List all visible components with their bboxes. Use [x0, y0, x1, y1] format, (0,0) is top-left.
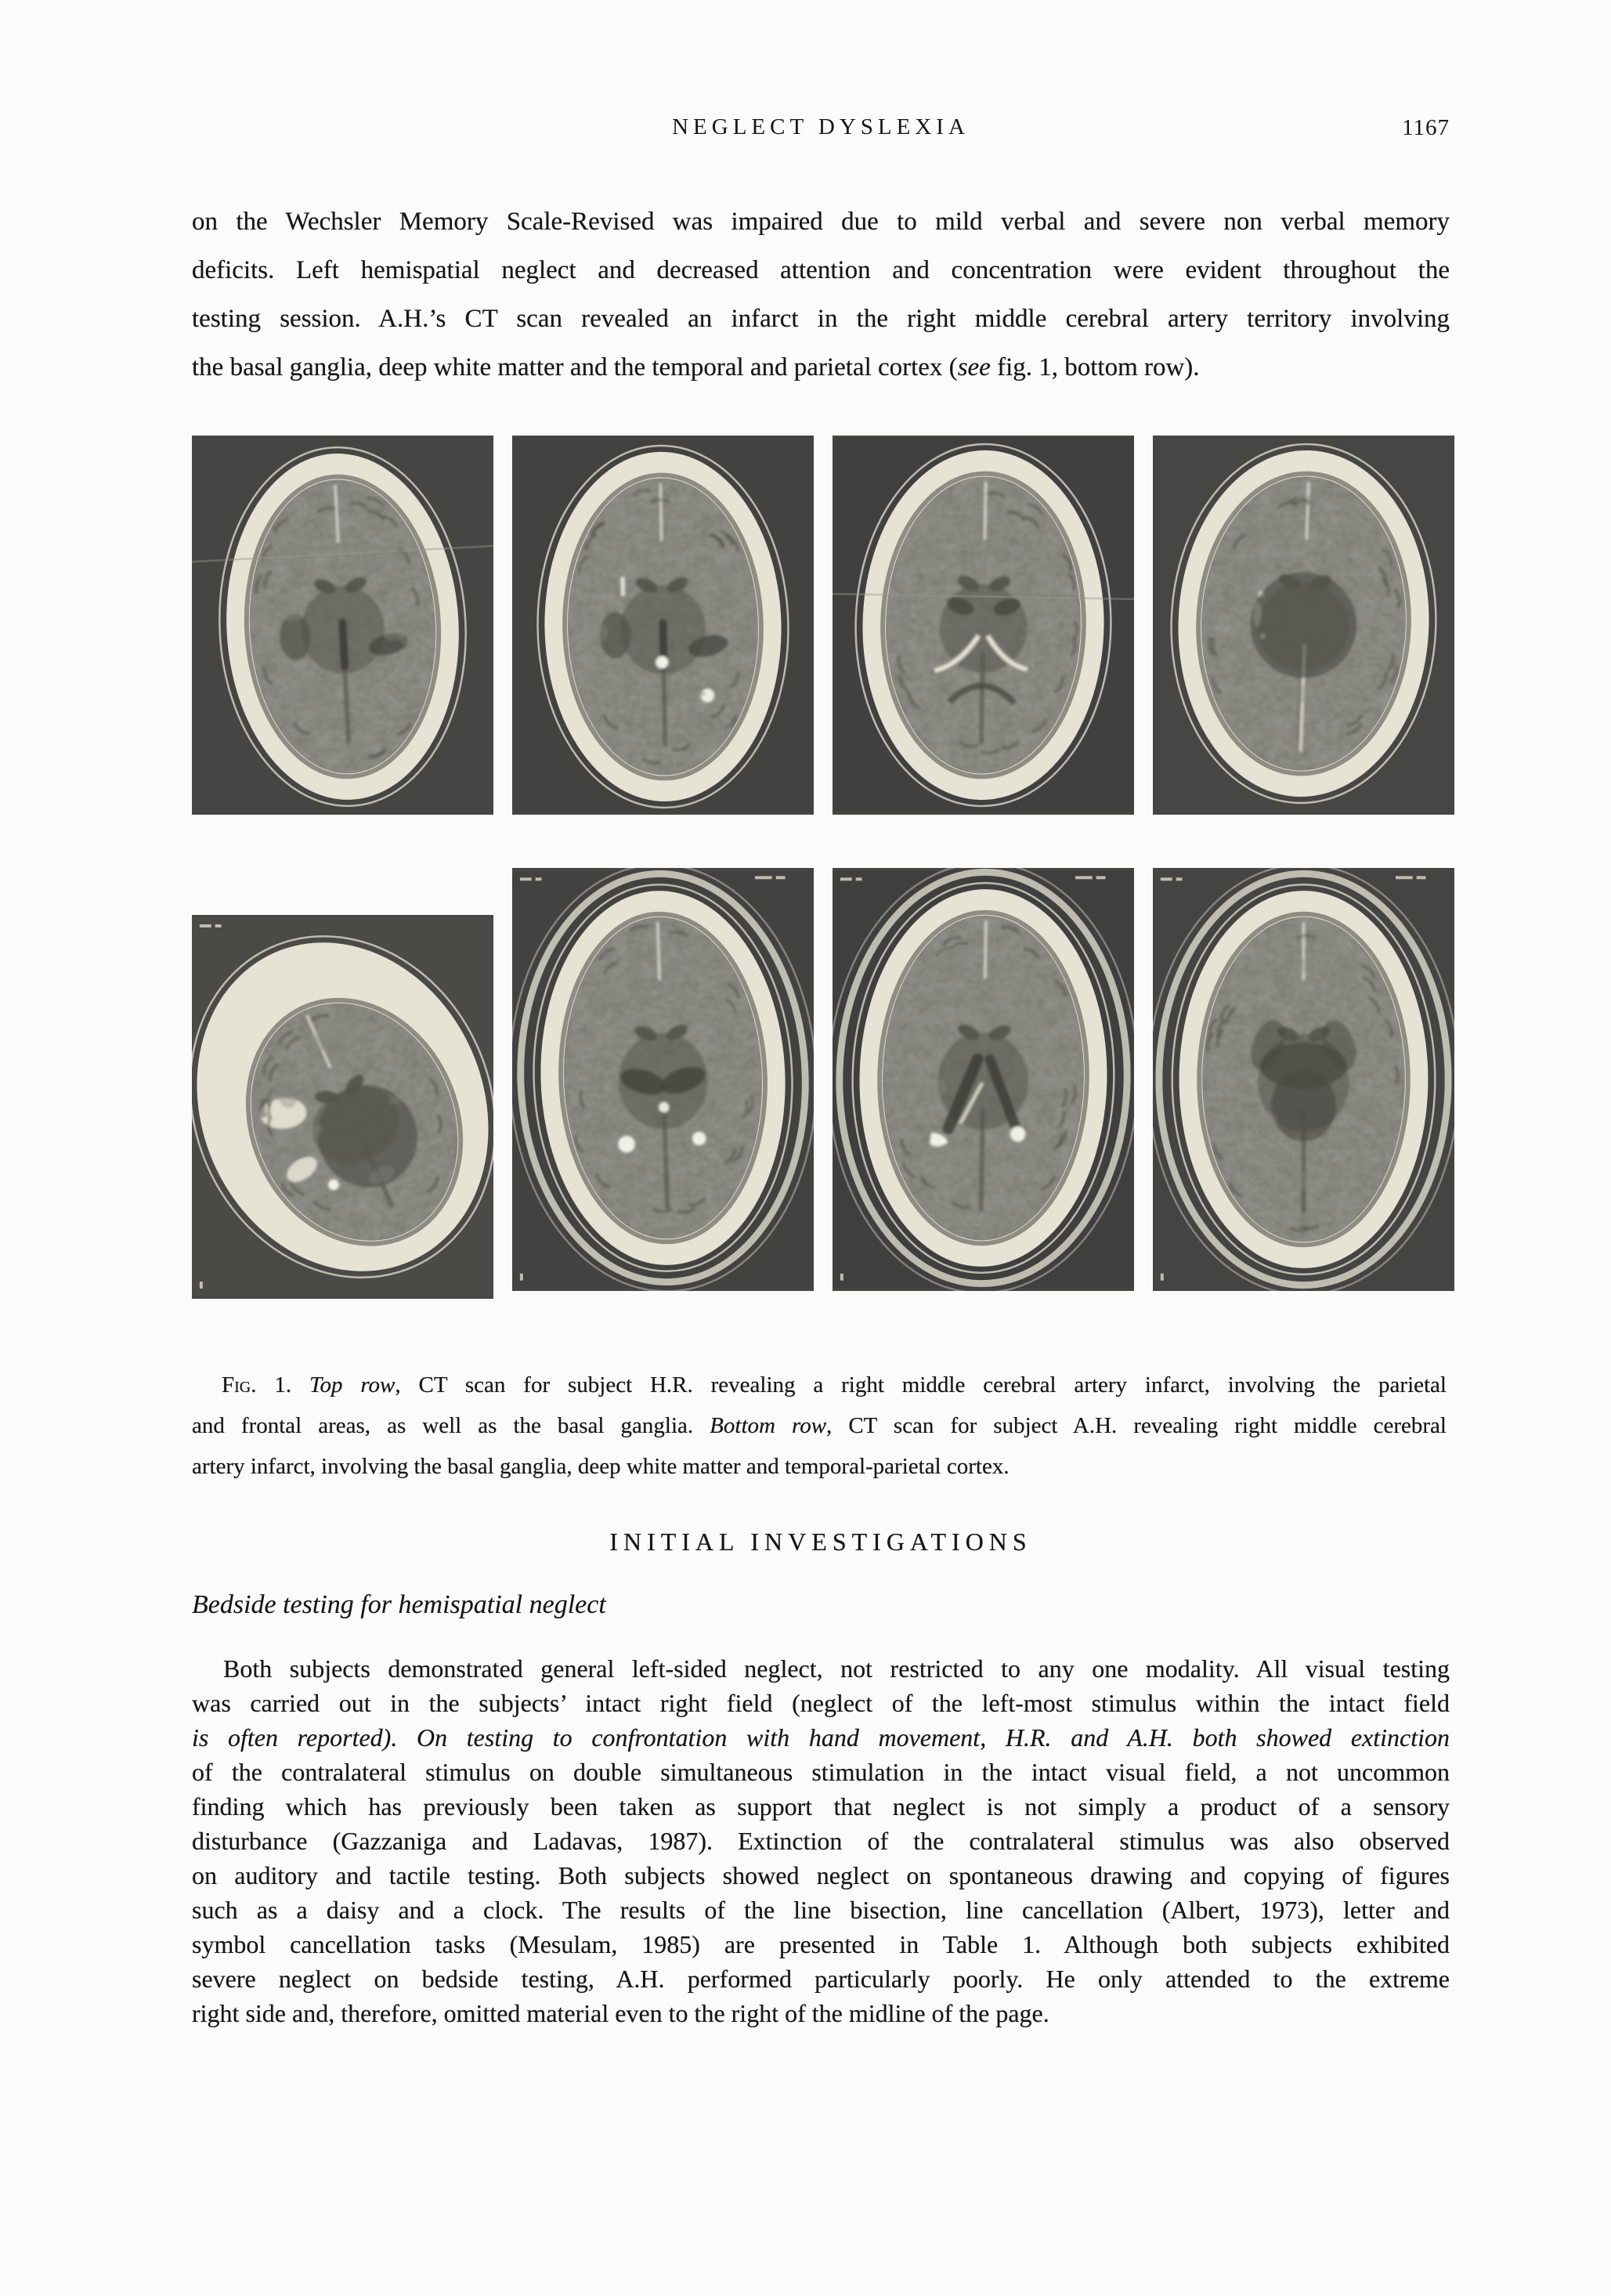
text-line — [192, 1365, 1447, 1405]
text-segment: deficits. Left hemispatial neglect and decreased attention and concentration were evident throughout the — [192, 256, 1450, 284]
body-paragraph — [192, 1651, 1450, 2030]
ct-scan-bottom-1 — [192, 915, 493, 1299]
text-line — [192, 1824, 1450, 1858]
text-line — [192, 1446, 1447, 1487]
text-segment: symbol cancellation tasks (Mesulam, 1985) are presented in Table 1. Although both subjects exhibited — [192, 1930, 1450, 1958]
text-line — [192, 246, 1450, 295]
intro-paragraph — [192, 197, 1450, 392]
text-segment: testing session. A.H.’s CT scan revealed an infarct in the right middle cerebral artery territory involving — [192, 305, 1450, 333]
text-segment: finding which has previously been taken as support that neglect is not simply a product of a sensory — [192, 1792, 1450, 1821]
ct-scan-bottom-3 — [833, 868, 1134, 1291]
subsection-heading: Bedside testing for hemispatial neglect — [192, 1590, 606, 1619]
section-heading: INITIAL INVESTIGATIONS — [609, 1528, 1032, 1556]
text-segment: fig. 1, bottom row). — [990, 353, 1200, 381]
text-line — [192, 343, 1450, 392]
text-segment: is often reported). On testing to confrontation with hand movement, H.R. and A.H. both showed extinction — [192, 1723, 1450, 1752]
ct-scan-bottom-2 — [512, 868, 814, 1291]
ct-figure — [192, 427, 1454, 1316]
text-line — [192, 1927, 1450, 1962]
text-line — [192, 1720, 1450, 1755]
text-segment: see — [957, 353, 991, 381]
ct-scan-top-4 — [1153, 436, 1454, 815]
page-number: 1167 — [1402, 115, 1450, 140]
text-line — [192, 1686, 1450, 1720]
ct-scan-bottom-4 — [1153, 868, 1454, 1291]
text-segment: , CT scan for subject A.H. revealing right middle cerebral — [826, 1413, 1447, 1438]
ct-scan-top-1 — [192, 436, 493, 815]
text-segment: , CT scan for subject H.R. revealing a right middle cerebral artery infarct, involving the parietal — [395, 1372, 1447, 1397]
text-line — [192, 1789, 1450, 1824]
text-segment: was carried out in the subjects’ intact right field (neglect of the left-most stimulus within the intact field — [192, 1689, 1450, 1717]
text-line — [192, 1858, 1450, 1893]
page-header — [192, 114, 1450, 147]
text-segment: on the Wechsler Memory Scale-Revised was impaired due to mild verbal and severe non verbal memory — [192, 208, 1450, 236]
text-line — [192, 295, 1450, 343]
text-segment: Fig. — [222, 1372, 257, 1397]
text-segment: the basal ganglia, deep white matter and the temporal and parietal cortex ( — [192, 353, 958, 381]
text-segment: disturbance (Gazzaniga and Ladavas, 1987). Extinction of the contralateral stimulus was also observed — [192, 1827, 1450, 1855]
text-segment: of the contralateral stimulus on double simultaneous stimulation in the intact visual field, a not uncommon — [192, 1758, 1450, 1786]
text-segment: on auditory and tactile testing. Both subjects showed neglect on spontaneous drawing and copying of figures — [192, 1861, 1450, 1889]
text-line — [192, 1996, 1450, 2030]
text-line — [192, 197, 1450, 246]
figure-caption — [192, 1365, 1447, 1487]
text-line — [192, 1962, 1450, 1996]
text-line — [192, 1405, 1447, 1446]
text-segment: Bottom row — [710, 1413, 827, 1438]
text-line — [192, 1755, 1450, 1789]
text-segment: right side and, therefore, omitted material even to the right of the midline of the page. — [192, 1999, 1049, 2027]
text-segment: Both subjects demonstrated general left-sided neglect, not restricted to any one modality. All visual testing — [223, 1654, 1450, 1683]
text-segment: severe neglect on bedside testing, A.H. performed particularly poorly. He only attended to the extreme — [192, 1965, 1450, 1993]
text-segment: Top row — [309, 1372, 396, 1397]
text-segment: and frontal areas, as well as the basal ganglia. — [192, 1413, 710, 1438]
ct-scan-top-3 — [833, 436, 1134, 815]
ct-scan-top-2 — [512, 436, 814, 815]
text-segment: artery infarct, involving the basal ganglia, deep white matter and temporal-parietal cortex. — [192, 1454, 1010, 1479]
running-title: NEGLECT DYSLEXIA — [672, 114, 970, 139]
text-segment: such as a daisy and a clock. The results of the line bisection, line cancellation (Albert, 1973), letter and — [192, 1896, 1450, 1924]
text-line — [192, 1893, 1450, 1927]
text-line — [192, 1651, 1450, 1686]
text-segment: 1. — [256, 1372, 309, 1397]
